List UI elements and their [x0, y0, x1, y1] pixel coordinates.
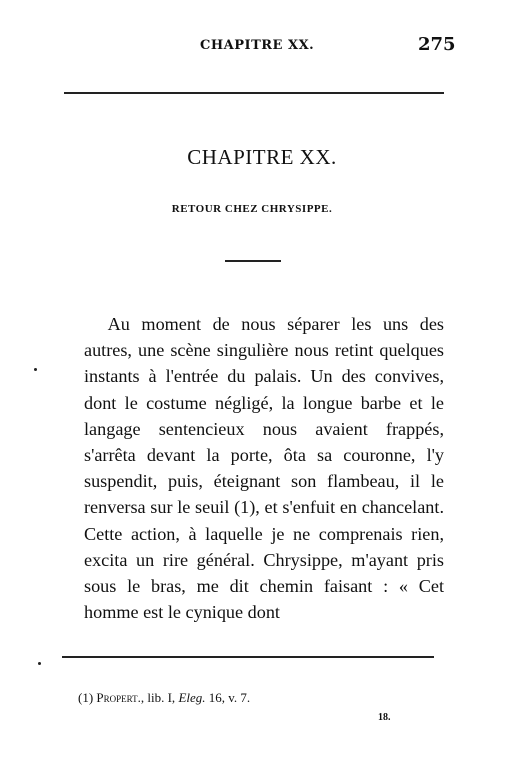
footnote-rule [62, 656, 434, 658]
chapter-divider-rule [225, 260, 281, 262]
chapter-subtitle: RETOUR CHEZ CHRYSIPPE. [171, 203, 333, 215]
chapter-title: CHAPITRE XX. [187, 145, 337, 169]
footnote-ref-post: 16, v. 7. [205, 690, 251, 705]
signature-mark: 18. [378, 712, 391, 723]
footnote-marker: (1) [78, 690, 94, 705]
page-number: 275 [418, 34, 456, 55]
footnote [78, 690, 250, 706]
running-head: CHAPITRE XX. [200, 38, 315, 53]
body-paragraph: Au moment de nous séparer les uns des autres, une scène singulière nous retint quelques instants à l'entrée du palais. Un des convives, dont le costume négligé, la longue barbe et le langage sentencieux nous avaient frappés, s'arrêta devant la porte, ôta sa couronne, l'y suspendit, puis, éteignant son flambeau, il le renversa sur le seuil (1), et s'enfuit en chancelant. Cette action, à laquelle je ne comprenais rien, excita un rire général. Chrysippe, m'ayant pris sous le bras, me dit chemin faisant : « Cet homme est le cynique dont [84, 314, 444, 623]
footnote-author: Propert. [96, 690, 141, 705]
ink-speck [34, 368, 37, 371]
footnote-work: Eleg. [178, 690, 206, 705]
header-rule [64, 92, 444, 94]
ink-speck [38, 662, 41, 665]
footnote-ref-pre: , lib. I, [140, 690, 179, 705]
